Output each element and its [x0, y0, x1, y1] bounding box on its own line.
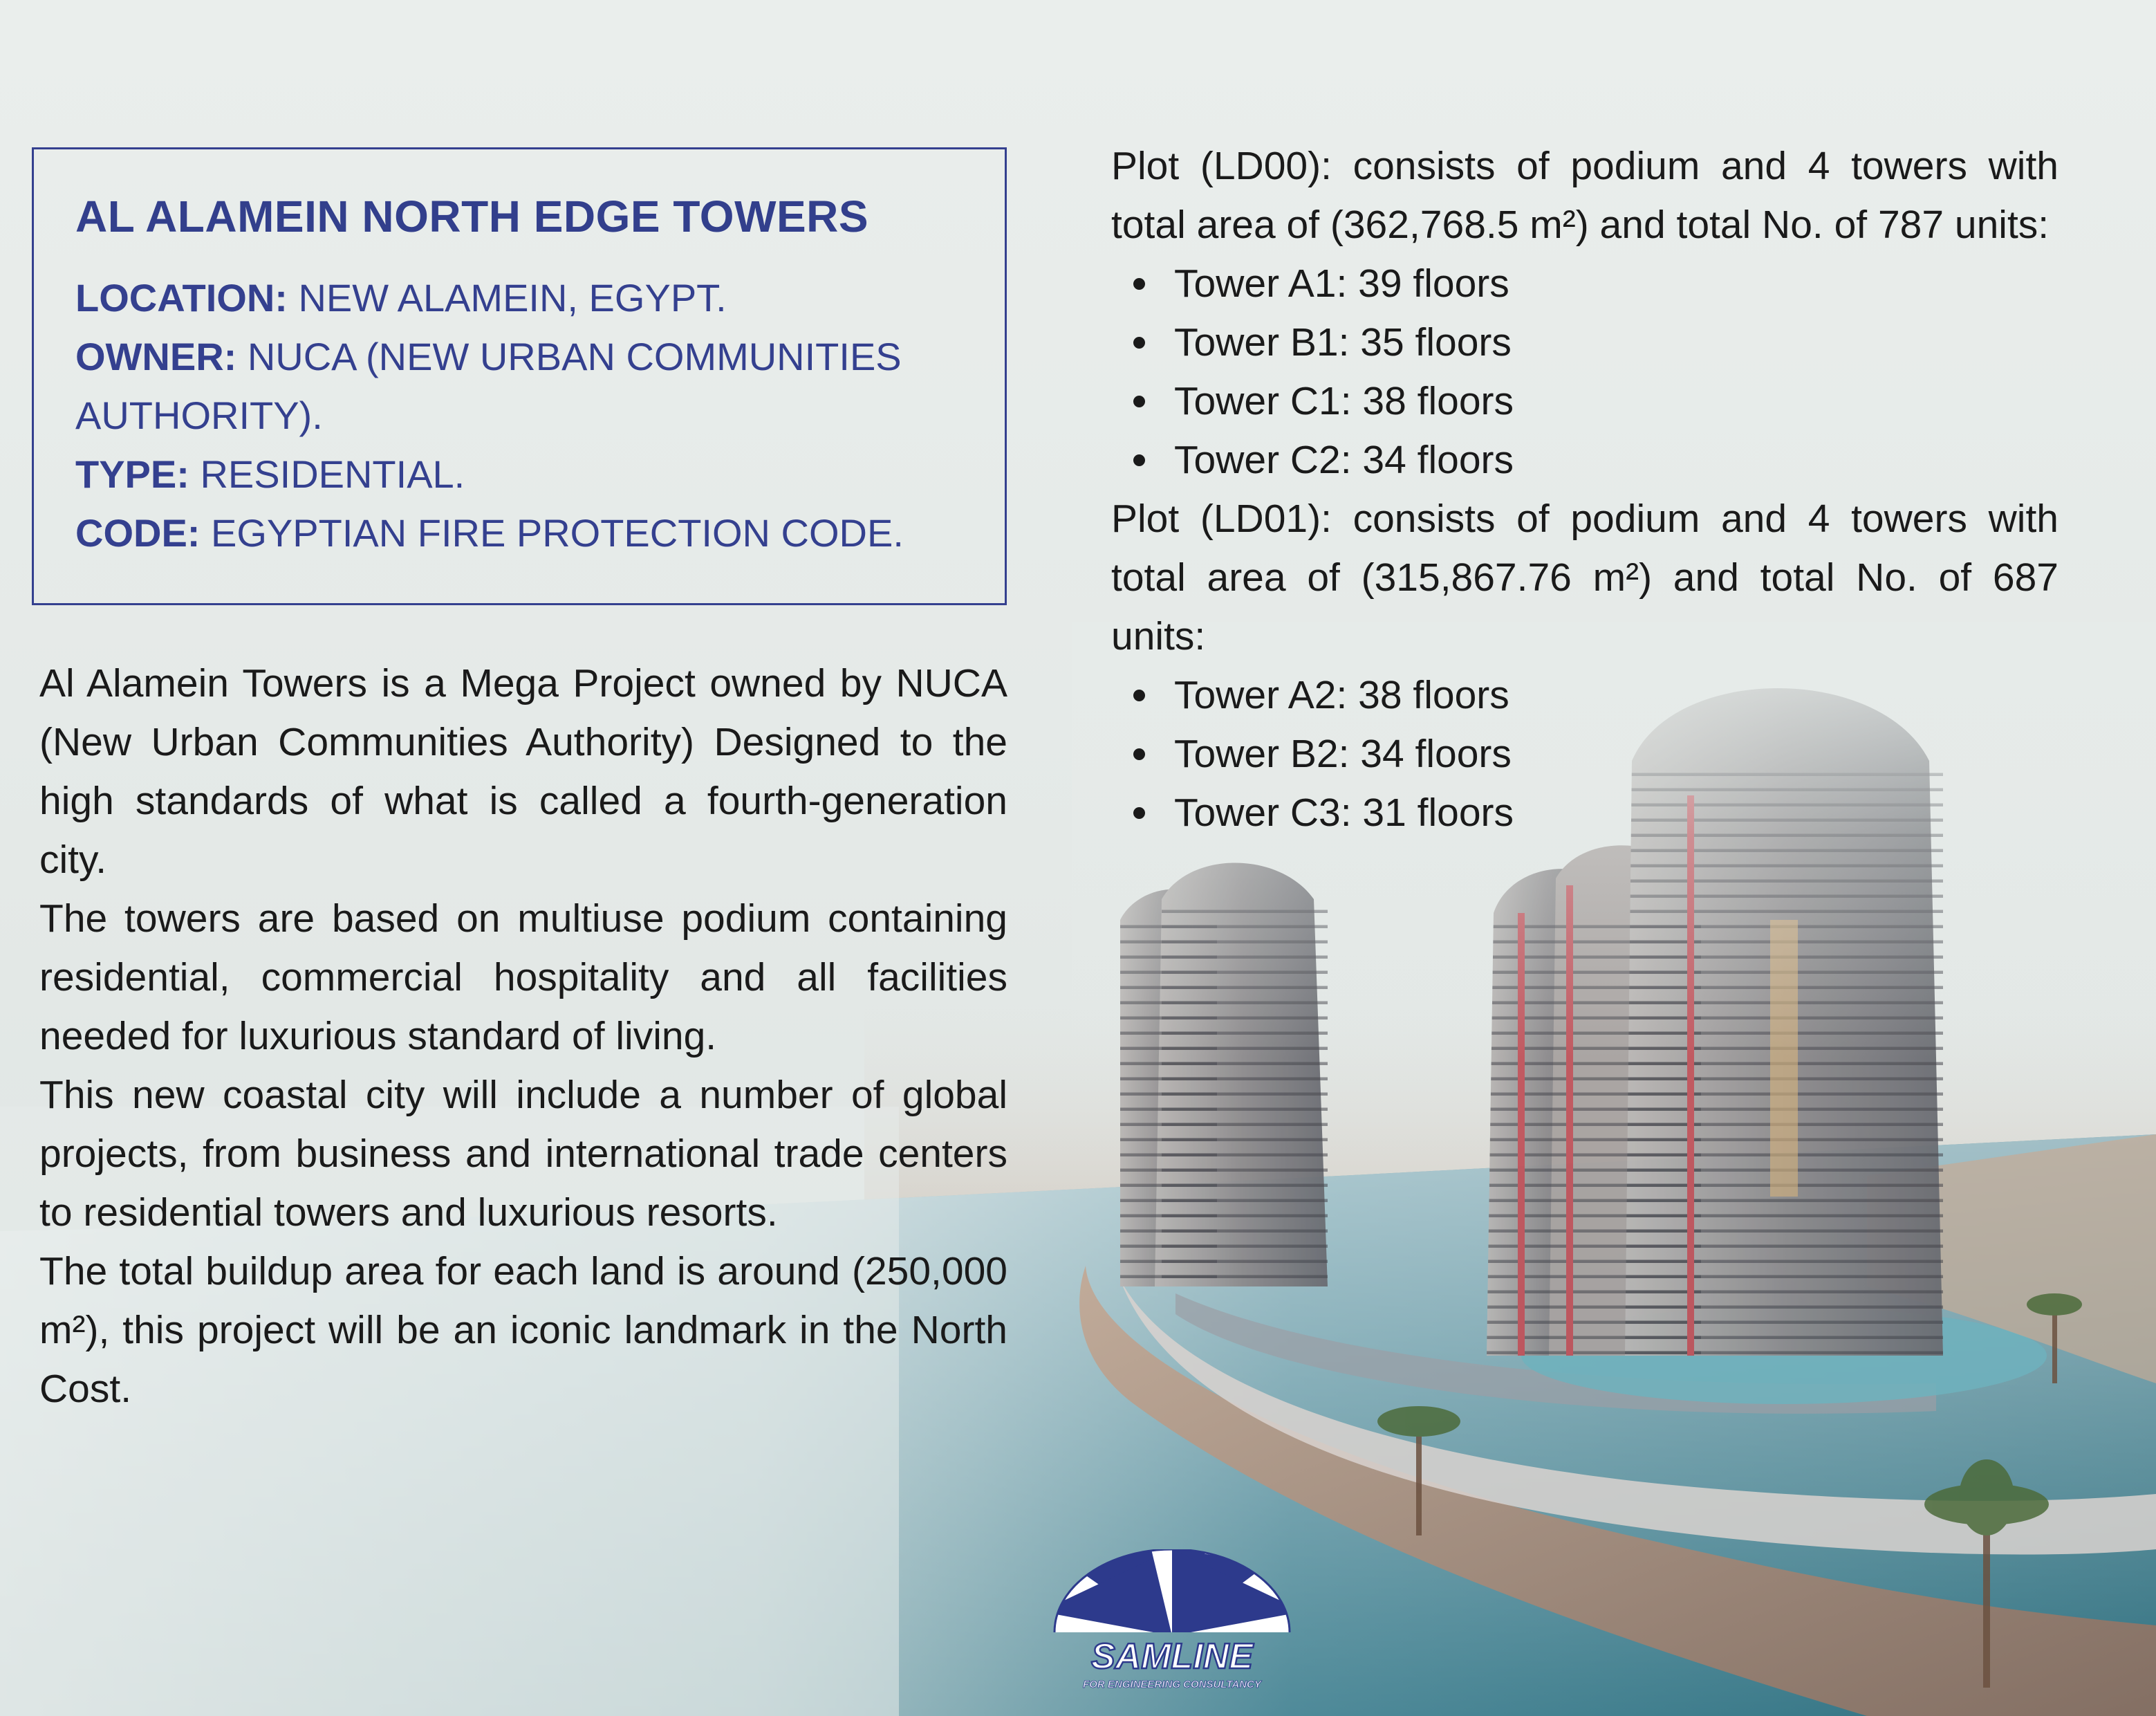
list-item: [1111, 431, 2059, 490]
detail-label: OWNER:: [75, 335, 237, 378]
list-item: [1111, 784, 2059, 842]
logo-name: SAMLINE: [1091, 1636, 1253, 1677]
detail-label: CODE:: [75, 511, 201, 555]
list-item: [1111, 372, 2059, 431]
detail-value: NEW ALAMEIN, EGYPT.: [298, 276, 727, 320]
plot-summary-ld00: Plot (LD00): consists of podium and 4 towers with total area of (362,768.5 m²) and total No. of 787 units:: [1111, 144, 2059, 247]
description-paragraph: This new coastal city will include a number of global projects, from business and international trade centers to residential towers and luxurious resorts.: [39, 1073, 1007, 1235]
detail-label: TYPE:: [75, 452, 189, 496]
project-details: [75, 268, 981, 562]
detail-value: AUTHORITY).: [75, 394, 323, 437]
list-item: [1111, 725, 2059, 784]
detail-location: [75, 268, 981, 327]
description-paragraph: The towers are based on multiuse podium containing residential, commercial hospitality and all facilities needed for luxurious standard of living.: [39, 896, 1007, 1058]
bullet-icon: [1133, 337, 1145, 349]
tower-entry: Tower C1: 38 floors: [1174, 379, 1514, 423]
bullet-icon: [1133, 454, 1145, 466]
tower-entry: Tower A1: 39 floors: [1174, 261, 1509, 306]
plot-summary-ld01: Plot (LD01): consists of podium and 4 towers with total area of (315,867.76 m²) and total No. of 687 units:: [1111, 497, 2059, 658]
list-item: [1111, 666, 2059, 725]
plots-section: [1111, 137, 2059, 842]
description-paragraph: Al Alamein Towers is a Mega Project owned by NUCA (New Urban Communities Authority) Designed to the high standards of what is called a fourth-generation city.: [39, 661, 1007, 882]
dome-icon: [1041, 1549, 1303, 1636]
bullet-icon: [1133, 278, 1145, 290]
plot-ld01-tower-list: [1111, 666, 2059, 842]
bullet-icon: [1133, 396, 1145, 407]
tower-entry: Tower B1: 35 floors: [1174, 320, 1512, 365]
tower-entry: Tower A2: 38 floors: [1174, 673, 1509, 717]
detail-code: [75, 504, 981, 562]
detail-value: NUCA (NEW URBAN COMMUNITIES: [247, 335, 902, 378]
samline-logo: [1041, 1549, 1303, 1695]
tower-entry: Tower C3: 31 floors: [1174, 791, 1514, 835]
detail-value: RESIDENTIAL.: [200, 452, 465, 496]
tower-entry: Tower C2: 34 floors: [1174, 438, 1514, 482]
bullet-icon: [1133, 690, 1145, 701]
list-item: [1111, 313, 2059, 372]
bullet-icon: [1133, 748, 1145, 760]
description-paragraph: The total buildup area for each land is around (250,000 m²), this project will be an iconic landmark in the North Cost.: [39, 1249, 1007, 1411]
bullet-icon: [1133, 807, 1145, 819]
plot-ld00-tower-list: [1111, 255, 2059, 490]
project-title: AL ALAMEIN NORTH EDGE TOWERS: [75, 192, 869, 241]
logo-tagline: FOR ENGINEERING CONSULTANCY: [1083, 1679, 1261, 1690]
detail-value: EGYPTIAN FIRE PROTECTION CODE.: [211, 511, 904, 555]
project-info-box: [32, 147, 1007, 605]
project-description: [39, 654, 1007, 1419]
detail-owner-continued: [75, 386, 981, 445]
detail-label: LOCATION:: [75, 276, 288, 320]
detail-type: [75, 445, 981, 504]
list-item: [1111, 255, 2059, 313]
tower-entry: Tower B2: 34 floors: [1174, 732, 1512, 776]
detail-owner: [75, 327, 981, 386]
